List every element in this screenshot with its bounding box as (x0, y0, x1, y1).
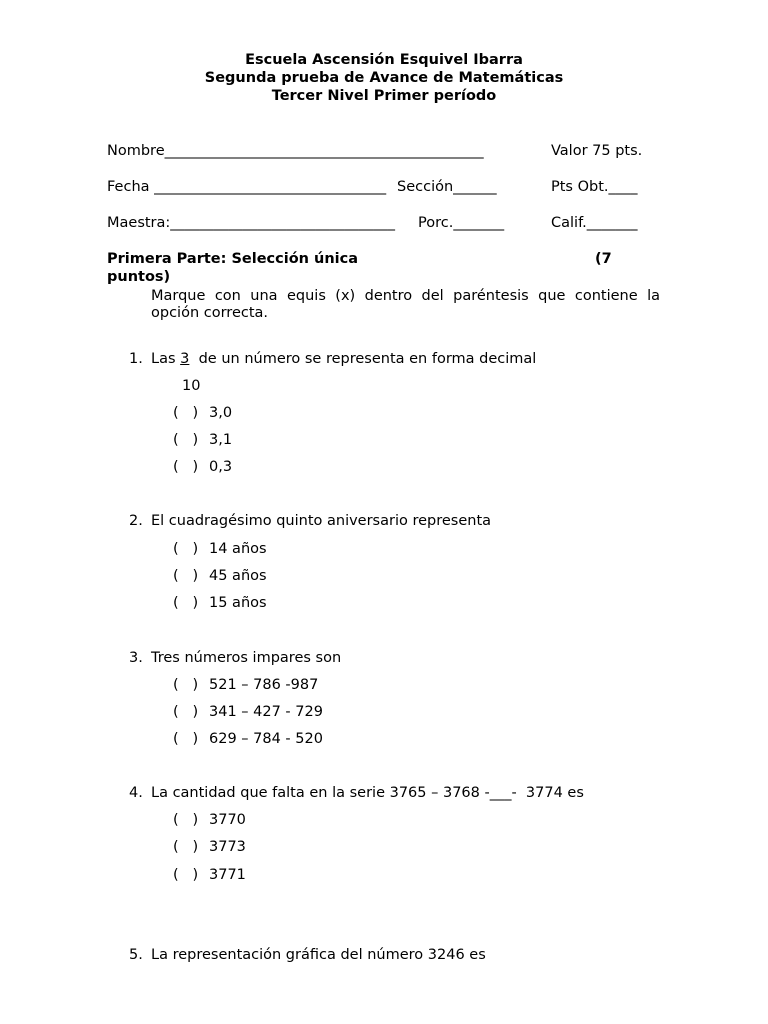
question-text: La representación gráfica del número 3246 es (151, 947, 486, 963)
option-checkbox[interactable]: ( ) (173, 432, 199, 448)
option-text: 0,3 (209, 459, 233, 475)
option-text: 3773 (209, 839, 246, 855)
maestra-field: Maestra:_______________________________ (107, 215, 396, 231)
question-text: La cantidad que falta en la serie 3765 – 3768 -___- 3774 es (151, 785, 584, 801)
option-checkbox[interactable]: ( ) (173, 595, 199, 611)
question-text-before: Las (151, 351, 181, 367)
option-row (173, 567, 267, 585)
question-1 (129, 350, 536, 368)
option-row (173, 404, 232, 422)
option-text: 15 años (209, 595, 267, 611)
option-checkbox[interactable]: ( ) (173, 677, 199, 693)
option-row (173, 458, 232, 476)
part-points-close: puntos) (107, 269, 171, 285)
instruction-line-2: opción correcta. (151, 305, 269, 321)
question-2 (129, 512, 491, 530)
school-name: Escuela Ascensión Esquivel Ibarra (245, 52, 523, 68)
option-checkbox[interactable]: ( ) (173, 731, 199, 747)
option-row (173, 730, 323, 748)
fecha-field: Fecha ________________________________ (107, 179, 387, 195)
question-number: 3. (129, 650, 143, 666)
option-row (173, 703, 323, 721)
option-checkbox[interactable]: ( ) (173, 812, 199, 828)
question-number: 5. (129, 947, 143, 963)
option-row (173, 811, 246, 829)
option-row (173, 838, 246, 856)
option-text: 521 – 786 -987 (209, 677, 319, 693)
question-number: 2. (129, 513, 143, 529)
test-title: Segunda prueba de Avance de Matemáticas (204, 70, 564, 86)
option-checkbox[interactable]: ( ) (173, 867, 199, 883)
option-row (173, 676, 318, 694)
question-text-after: de un número se representa en forma decimal (189, 351, 537, 367)
option-text: 3,0 (209, 405, 233, 421)
option-row (173, 431, 232, 449)
nombre-field: Nombre____________________________________________ (107, 143, 484, 159)
option-checkbox[interactable]: ( ) (173, 568, 199, 584)
option-checkbox[interactable]: ( ) (173, 541, 199, 557)
option-checkbox[interactable]: ( ) (173, 704, 199, 720)
pts-obt-field: Pts Obt.____ (551, 179, 638, 195)
part-title: Primera Parte: Selección única (107, 251, 359, 267)
calif-field: Calif._______ (551, 215, 638, 231)
option-row (173, 594, 267, 612)
fraction-denominator: 10 (182, 378, 201, 394)
question-text: Tres números impares son (151, 650, 342, 666)
question-3 (129, 649, 341, 667)
question-number: 4. (129, 785, 143, 801)
option-row (173, 540, 267, 558)
question-5 (129, 946, 486, 964)
option-text: 629 – 784 - 520 (209, 731, 323, 747)
option-checkbox[interactable]: ( ) (173, 839, 199, 855)
question-number: 1. (129, 351, 143, 367)
option-text: 3770 (209, 812, 246, 828)
part-points-open: (7 (595, 251, 612, 267)
option-text: 3771 (209, 867, 246, 883)
instruction-line-1: Marque con una equis (x) dentro del paréntesis que contiene la (151, 288, 660, 304)
option-text: 341 – 427 - 729 (209, 704, 323, 720)
option-row (173, 866, 246, 884)
option-checkbox[interactable]: ( ) (173, 405, 199, 421)
level-period: Tercer Nivel Primer período (271, 88, 497, 104)
question-text: El cuadragésimo quinto aniversario representa (151, 513, 492, 529)
option-checkbox[interactable]: ( ) (173, 459, 199, 475)
option-text: 3,1 (209, 432, 233, 448)
valor-field: Valor 75 pts. (551, 143, 643, 159)
fraction-numerator: 3 (180, 351, 190, 367)
question-4 (129, 784, 584, 802)
seccion-field: Sección______ (397, 179, 497, 195)
option-text: 45 años (209, 568, 267, 584)
porc-field: Porc._______ (418, 215, 505, 231)
option-text: 14 años (209, 541, 267, 557)
